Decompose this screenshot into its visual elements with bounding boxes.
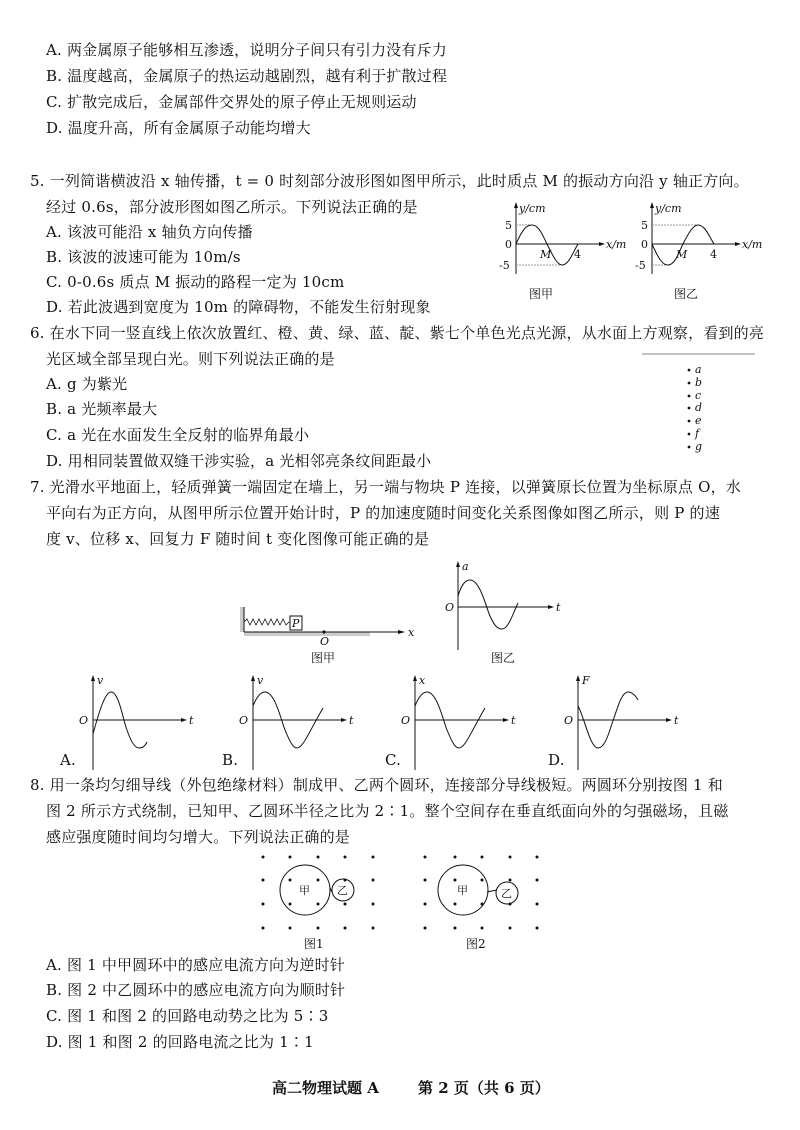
svg-text:P: P — [292, 617, 300, 630]
q6-option-a: A. g 为紫光 — [46, 375, 128, 393]
q6-option-c: C. a 光在水面发生全反射的临界角最小 — [46, 426, 310, 444]
svg-text:0: 0 — [641, 238, 648, 251]
svg-text:甲: 甲 — [299, 884, 310, 897]
q7-stem-3: 度 v、位移 x、回复力 F 随时间 t 变化图像可能正确的是 — [46, 530, 430, 548]
svg-text:M: M — [676, 248, 688, 261]
q8-caption-1: 图1 — [304, 937, 324, 951]
svg-text:5: 5 — [505, 219, 512, 232]
svg-text:F: F — [582, 674, 590, 687]
q7-option-b: B. — [222, 751, 239, 769]
svg-text:d: d — [695, 401, 703, 414]
q7-option-d-graph — [560, 672, 690, 772]
svg-text:e: e — [695, 414, 702, 427]
q6-option-d: D. 用相同装置做双缝干涉实验，a 光相邻亮条纹间距最小 — [46, 452, 432, 470]
svg-text:t: t — [674, 714, 679, 727]
svg-text:O: O — [320, 635, 330, 648]
svg-text:v: v — [257, 674, 264, 687]
footer-page-number: 第 2 页（共 6 页） — [418, 1079, 550, 1097]
q8-option-a: A. 图 1 中甲圆环中的感应电流方向为逆时针 — [46, 956, 346, 974]
q4-option-b: B. 温度越高，金属原子的热运动越剧烈，越有利于扩散过程 — [46, 67, 448, 85]
q7-option-a: A. — [60, 751, 77, 769]
svg-text:O: O — [79, 714, 89, 727]
q7-acceleration-graph — [440, 558, 570, 653]
x-axis-label: x/m — [606, 238, 627, 251]
q8-stem-1: 8. 用一条均匀细导线（外包绝缘材料）制成甲、乙两个圆环，连接部分导线极短。两圆环分别按图 1 和 — [30, 776, 723, 794]
q6-option-b: B. a 光频率最大 — [46, 400, 158, 418]
q5-figure-yi — [631, 200, 761, 280]
svg-text:乙: 乙 — [501, 887, 512, 900]
svg-text:x: x — [419, 674, 426, 687]
svg-text:a: a — [695, 363, 702, 376]
q8-option-d: D. 图 1 和图 2 的回路电流之比为 1∶1 — [46, 1033, 314, 1051]
svg-text:f: f — [695, 427, 700, 440]
x-axis-label: x/m — [742, 238, 763, 251]
svg-text:t: t — [556, 601, 561, 614]
spring — [244, 619, 292, 625]
q8-option-b: B. 图 2 中乙圆环中的感应电流方向为顺时针 — [46, 981, 346, 999]
svg-text:-5: -5 — [635, 259, 646, 272]
q8-option-c: C. 图 1 和图 2 的回路电动势之比为 5∶3 — [46, 1007, 329, 1025]
q5-option-b: B. 该波的波速可能为 10m/s — [46, 248, 241, 266]
svg-text:O: O — [445, 601, 455, 614]
q6-stem-2: 光区域全部呈现白光。则下列说法正确的是 — [46, 350, 335, 368]
q5-caption-yi: 图乙 — [674, 287, 699, 301]
q6-light-sources-figure — [640, 350, 760, 465]
q7-option-d: D. — [548, 751, 565, 769]
svg-text:a: a — [462, 560, 469, 573]
svg-text:O: O — [401, 714, 411, 727]
q5-stem-1: 5. 一列简谐横波沿 x 轴传播，t = 0 时刻部分波形图如图甲所示，此时质点 M 的振动方向沿 y 轴正方向。 — [30, 172, 749, 190]
svg-text:t: t — [511, 714, 516, 727]
q7-option-a-graph — [75, 672, 205, 772]
q5-caption-jia: 图甲 — [529, 287, 554, 301]
q5-stem-2: 经过 0.6s，部分波形图如图乙所示。下列说法正确的是 — [46, 198, 418, 216]
q5-option-a: A. 该波可能沿 x 轴负方向传播 — [46, 223, 253, 241]
q7-option-c-graph — [397, 672, 527, 772]
svg-text:乙: 乙 — [337, 884, 348, 897]
q5-figure-jia — [495, 200, 625, 280]
q7-stem-1: 7. 光滑水平地面上，轻质弹簧一端固定在墙上，另一端与物块 P 连接，以弹簧原长位置为坐标原点 O，水 — [30, 478, 741, 496]
svg-text:v: v — [97, 674, 104, 687]
svg-text:-5: -5 — [499, 259, 510, 272]
q7-caption-jia: 图甲 — [311, 651, 336, 665]
svg-text:x: x — [408, 626, 415, 639]
q7-caption-yi: 图乙 — [491, 651, 516, 665]
svg-text:O: O — [239, 714, 249, 727]
q4-option-d: D. 温度升高，所有金属原子动能均增大 — [46, 119, 311, 137]
svg-text:b: b — [695, 376, 703, 389]
q8-figure-2 — [417, 850, 547, 935]
q5-option-d: D. 若此波遇到宽度为 10m 的障碍物，不能发生衍射现象 — [46, 298, 431, 316]
svg-text:4: 4 — [574, 248, 581, 261]
q8-stem-3: 感应强度随时间均匀增大。下列说法正确的是 — [46, 828, 351, 846]
svg-text:甲: 甲 — [457, 884, 468, 897]
q4-option-a: A. 两金属原子能够相互渗透，说明分子间只有引力没有斥力 — [46, 41, 447, 59]
svg-text:t: t — [349, 714, 354, 727]
svg-text:t: t — [189, 714, 194, 727]
q8-stem-2: 图 2 所示方式绕制，已知甲、乙圆环半径之比为 2∶1。整个空间存在垂直纸面向外的匀强磁场，且磁 — [46, 802, 729, 820]
svg-text:4: 4 — [710, 248, 717, 261]
q8-figure-1 — [255, 850, 385, 935]
svg-text:M: M — [540, 248, 552, 261]
y-axis-label: y/cm — [519, 202, 546, 215]
q7-spring-figure — [240, 605, 420, 648]
svg-text:O: O — [564, 714, 574, 727]
svg-text:c: c — [695, 389, 702, 402]
q7-option-b-graph — [235, 672, 365, 772]
svg-text:5: 5 — [641, 219, 648, 232]
q7-stem-2: 平向右为正方向，从图甲所示位置开始计时，P 的加速度随时间变化关系图像如图乙所示，则 P 的速 — [46, 504, 720, 522]
svg-text:g: g — [695, 440, 703, 453]
y-axis-label: y/cm — [655, 202, 682, 215]
footer-title: 高二物理试题 A — [272, 1079, 379, 1097]
q7-option-c: C. — [385, 751, 402, 769]
svg-text:0: 0 — [505, 238, 512, 251]
q5-option-c: C. 0-0.6s 质点 M 振动的路程一定为 10cm — [46, 273, 345, 291]
q4-option-c: C. 扩散完成后，金属部件交界处的原子停止无规则运动 — [46, 93, 417, 111]
q8-caption-2: 图2 — [466, 937, 486, 951]
q6-stem-1: 6. 在水下同一竖直线上依次放置红、橙、黄、绿、蓝、靛、紫七个单色光点光源，从水面上方观察，看到的亮 — [30, 324, 765, 342]
